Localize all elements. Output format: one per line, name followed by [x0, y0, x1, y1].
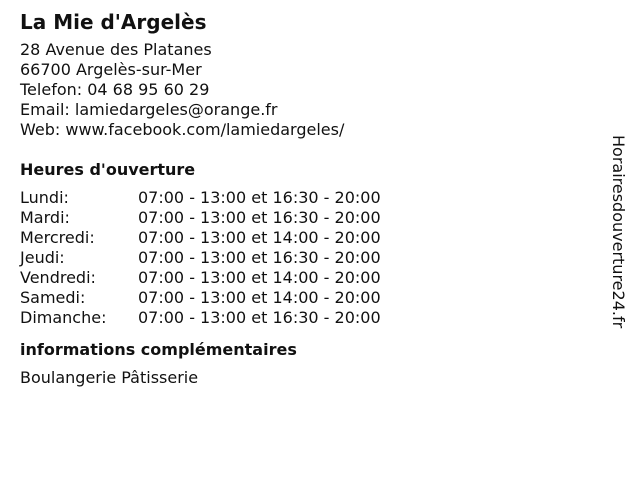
- time-range: 07:00 - 13:00 et 16:30 - 20:00: [138, 208, 381, 227]
- business-name: La Mie d'Argelès: [20, 10, 207, 34]
- business-card: [20, 8, 580, 388]
- extra-info-title: informations complémentaires: [20, 340, 297, 359]
- watermark-text: Horairesdouverture24.fr: [609, 135, 628, 329]
- day-label: Dimanche:: [20, 308, 107, 327]
- hours-row-mercredi: [20, 228, 580, 248]
- address-line-1: 28 Avenue des Platanes: [20, 40, 212, 59]
- phone-line[interactable]: Telefon: 04 68 95 60 29: [20, 80, 210, 99]
- hours-row-vendredi: [20, 268, 580, 288]
- day-label: Mercredi:: [20, 228, 95, 247]
- contact-block: [20, 40, 580, 140]
- day-label: Mardi:: [20, 208, 70, 227]
- address-line-2: 66700 Argelès-sur-Mer: [20, 60, 202, 79]
- hours-row-mardi: [20, 208, 580, 228]
- day-label: Vendredi:: [20, 268, 96, 287]
- hours-title: Heures d'ouverture: [20, 160, 196, 179]
- day-label: Jeudi:: [20, 248, 65, 267]
- web-line[interactable]: Web: www.facebook.com/lamiedargeles/: [20, 120, 345, 139]
- time-range: 07:00 - 13:00 et 14:00 - 20:00: [138, 288, 381, 307]
- extra-info-text: Boulangerie Pâtisserie: [20, 368, 199, 387]
- time-range: 07:00 - 13:00 et 16:30 - 20:00: [138, 308, 381, 327]
- hours-row-samedi: [20, 288, 580, 308]
- time-range: 07:00 - 13:00 et 16:30 - 20:00: [138, 248, 381, 267]
- hours-table: [20, 188, 580, 328]
- time-range: 07:00 - 13:00 et 16:30 - 20:00: [138, 188, 381, 207]
- day-label: Lundi:: [20, 188, 69, 207]
- email-line[interactable]: Email: lamiedargeles@orange.fr: [20, 100, 278, 119]
- hours-row-dimanche: [20, 308, 580, 328]
- day-label: Samedi:: [20, 288, 86, 307]
- hours-row-lundi: [20, 188, 580, 208]
- time-range: 07:00 - 13:00 et 14:00 - 20:00: [138, 268, 381, 287]
- hours-row-jeudi: [20, 248, 580, 268]
- time-range: 07:00 - 13:00 et 14:00 - 20:00: [138, 228, 381, 247]
